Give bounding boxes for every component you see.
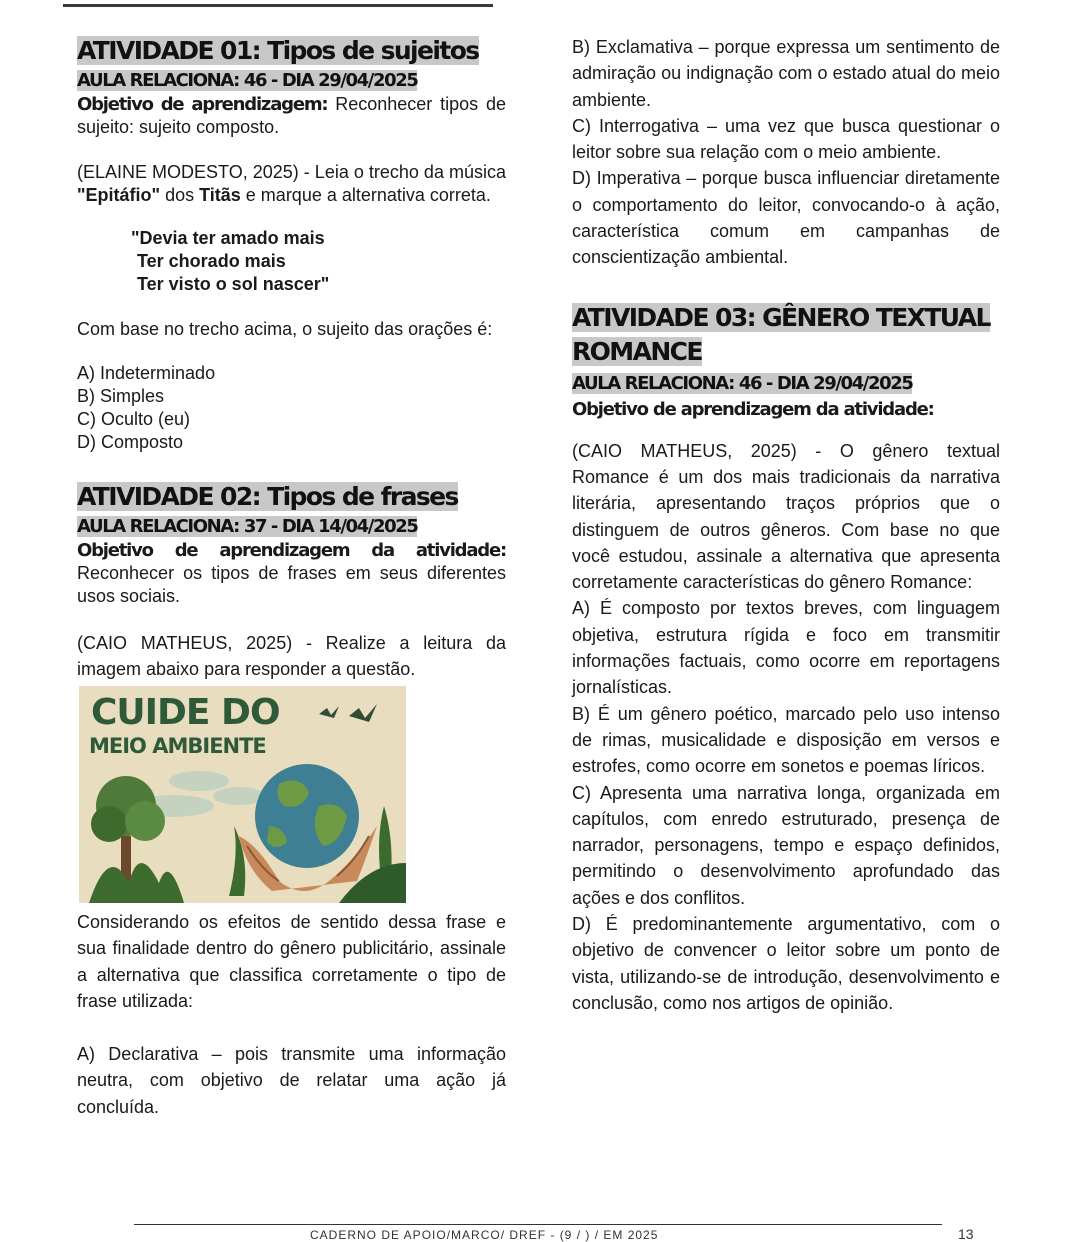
activity2-aula: AULA RELACIONA: 37 - DIA 14/04/2025 (77, 516, 418, 537)
activity1-title: ATIVIDADE 01: Tipos de sujeitos (77, 36, 479, 65)
footer-text: CADERNO DE APOIO/MARCO/ DREF - (9 / ) / EM 2025 (310, 1228, 659, 1242)
activity1-objective: Objetivo de aprendizagem: Reconhecer tipos de sujeito: sujeito composto. (77, 94, 506, 137)
poster-headline: CUIDE DO (91, 692, 280, 733)
activity2-title: ATIVIDADE 02: Tipos de frases (77, 482, 458, 511)
activity3-option-d: D) É predominantemente argumentativo, com o objetivo de convencer o leitor sobre um ponto de vista, utilizando-se de introdução, desenvolvimento e conclusão, como nos artigos de opinião. (572, 914, 1000, 1013)
activity2-option-d: D) Imperativa – porque busca influenciar diretamente o comportamento do leitor, convocando-o à ação, característica comum em campanhas de conscientização ambiental. (572, 168, 1000, 268)
activity2-question: Considerando os efeitos de sentido dessa frase e sua finalidade dentro do gênero publicitário, assinale a alternativa que classifica corretamente o tipo de frase utilizada: (77, 912, 506, 1011)
activity3-objective: Objetivo de aprendizagem da atividade: (572, 398, 934, 420)
activity3-intro: (CAIO MATHEUS, 2025) - O gênero textual Romance é um dos mais tradicionais da narrativa literária, apresentando traços próprios que o distinguem de outros gêneros. Com base no que você estudou, assinale a alternativa que apresenta corretamente características do gênero Romance: (572, 440, 1000, 593)
page-number: 13 (958, 1226, 974, 1242)
activity2-intro: (CAIO MATHEUS, 2025) - Realize a leitura da imagem abaixo para responder a questão. (77, 633, 506, 679)
option: A) Indeterminado (77, 363, 216, 383)
activity1-aula: AULA RELACIONA: 46 - DIA 29/04/2025 (77, 70, 418, 91)
bottom-rule (134, 1224, 942, 1225)
activity3-option-c: C) Apresenta uma narrativa longa, organizada em capítulos, com enredo estruturado, presença de narrador, personagens, tempo e espaço definidos, permitindo o desenvolvimento aprofundado das ações e dos conflitos. (572, 782, 1000, 908)
activity1-options (77, 362, 506, 454)
activity3-option-a: A) É composto por textos breves, com linguagem objetiva, estrutura rígida e foco em transmitir informações factuais, como ocorre em reportagens jornalísticas. (572, 598, 1000, 698)
activity3-aula: AULA RELACIONA: 46 - DIA 29/04/2025 (572, 372, 913, 394)
activity2-objective: Objetivo de aprendizagem da atividade: Reconhecer os tipos de frases em seus diferentes usos sociais. (77, 540, 506, 606)
activity2-option-a: A) Declarativa – pois transmite uma informação neutra, com objetivo de relatar uma ação já concluída. (77, 1044, 506, 1117)
activity3-title: ATIVIDADE 03: GÊNERO TEXTUAL ROMANCE (572, 302, 990, 366)
left-column (77, 34, 506, 1120)
activity1-question: Com base no trecho acima, o sujeito das orações é: (77, 319, 493, 339)
environment-poster (79, 686, 406, 903)
top-rule (63, 4, 493, 7)
activity1-intro: (ELAINE MODESTO, 2025) - Leia o trecho da música "Epitáfio" dos Titãs e marque a alternativa correta. (77, 162, 506, 205)
activity3-option-b: B) É um gênero poético, marcado pelo uso intenso de rimas, musicalidade e disposição em versos e estrofes, como ocorre em sonetos e poemas líricos. (572, 703, 1000, 777)
song-quote: "Devia ter amado mais Ter chorado mais Ter visto o sol nascer" (131, 228, 330, 294)
right-column (572, 34, 1000, 1016)
option: B) Simples (77, 386, 165, 406)
option: C) Oculto (eu) (77, 409, 191, 429)
poster-subheadline: MEIO AMBIENTE (89, 734, 266, 758)
activity2-option-c: C) Interrogativa – uma vez que busca questionar o leitor sobre sua relação com o meio ambiente. (572, 115, 1000, 163)
option: D) Composto (77, 432, 184, 452)
activity2-option-b: B) Exclamativa – porque expressa um sentimento de admiração ou indignação com o estado atual do meio ambiente. (572, 37, 1000, 110)
